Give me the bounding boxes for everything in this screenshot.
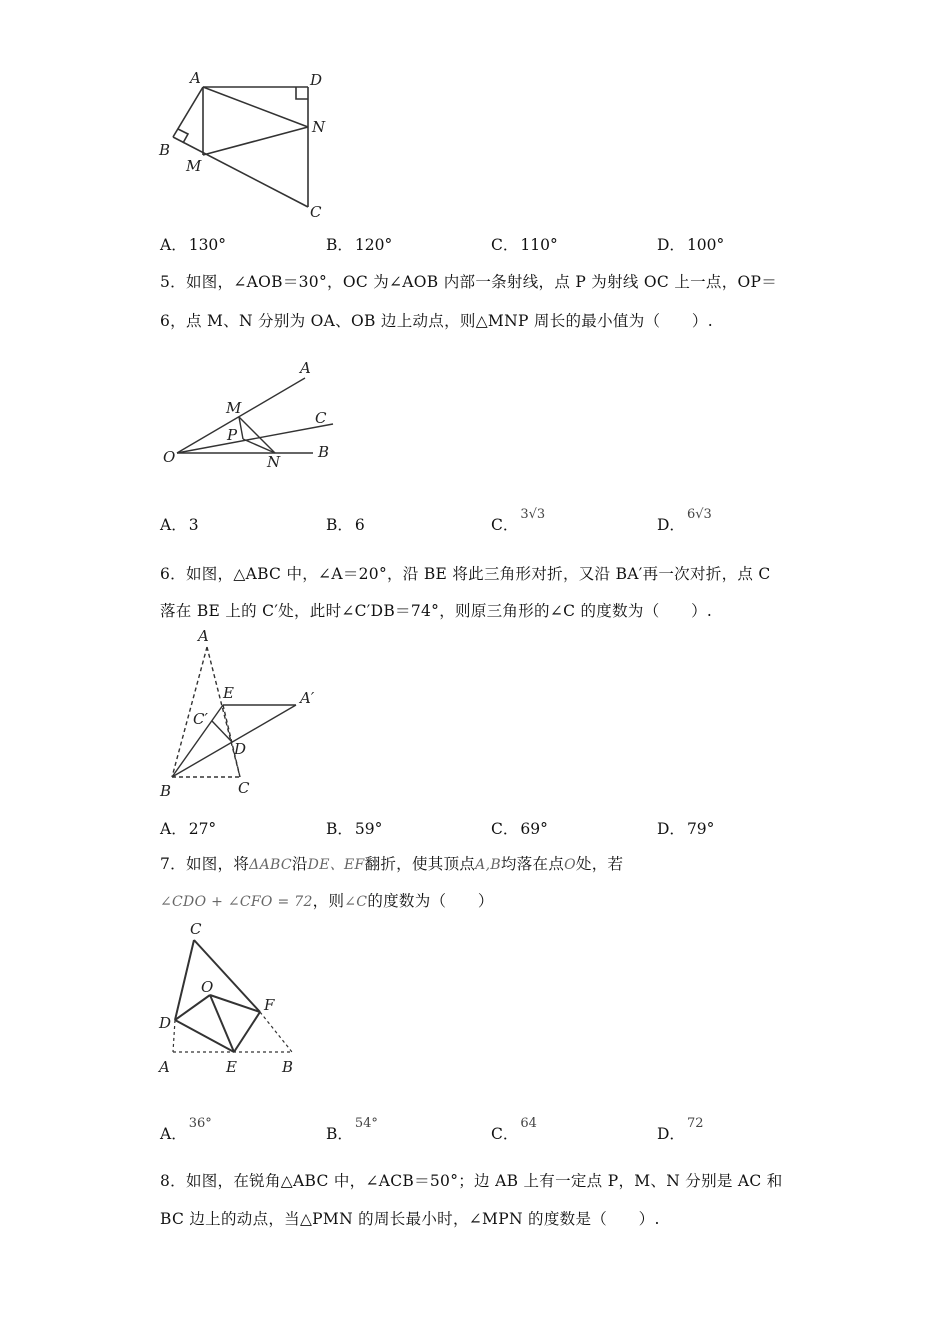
q5-figure [155,355,365,475]
q6-label-e: E [223,684,234,702]
q4-label-d: D [310,71,323,89]
q6-label-b: B [160,782,172,800]
q7-option-a[interactable]: A．$^{36^\circ}$ [160,1116,212,1143]
q5-label-a: A [300,359,311,377]
q6-option-b[interactable]: B． 59° [326,820,383,838]
q7-label-d: D [159,1014,172,1032]
q7-label-a: A [159,1058,170,1076]
q7-label-e: E [226,1058,237,1076]
q4-label-b: B [159,141,171,159]
q7-option-c[interactable]: C．$^{64}$ [491,1116,537,1143]
q4-option-b[interactable]: B． 120° [326,236,393,254]
q5-option-c[interactable]: C．$^{3√3}$ [491,507,546,534]
q4-label-n: N [312,118,326,136]
q7-label-c: C [190,920,202,938]
q6-option-a[interactable]: A． 27° [160,820,217,838]
q7-option-b[interactable]: B．$^{54^\circ}$ [326,1116,378,1143]
q5-label-o: O [163,448,176,466]
q7-option-d[interactable]: D．$^{72}$ [657,1116,704,1143]
q6-option-c[interactable]: C． 69° [491,820,548,838]
q5-stem-line1: 5．如图，∠AOB＝30°，OC 为∠AOB 内部一条射线，点 P 为射线 OC 上一点，OP＝ [160,273,778,291]
q7-label-f: F [264,996,275,1014]
q6-label-a-prime: A′ [300,689,315,707]
q4-figure [150,65,350,225]
q4-label-a: A [190,69,201,87]
q6-label-c: C [238,779,250,797]
q7-stem-line1: 7．如图，将ΔABC沿DE、EF翻折，使其顶点A,B均落在点O处，若 [160,855,624,873]
q5-option-b[interactable]: B． 6 [326,516,365,534]
q5-label-b: B [318,443,330,461]
q5-stem-line2: 6，点 M、N 分别为 OA、OB 边上动点，则△MNP 周长的最小值为（ ）. [160,312,713,330]
q4-label-c: C [310,203,322,221]
q5-label-c: C [315,409,327,427]
q6-figure [150,625,340,805]
q7-figure [150,915,320,1080]
q6-label-a: A [198,627,209,645]
q5-label-p: P [227,426,238,444]
q4-label-m: M [186,157,202,175]
q5-label-n: N [267,453,281,471]
q7-label-b: B [282,1058,294,1076]
q5-option-a[interactable]: A． 3 [160,516,199,534]
q7-stem-line2: ∠CDO + ∠CFO = 72，则∠C的度数为（ ） [160,892,494,910]
q8-stem-line2: BC 边上的动点，当△PMN 的周长最小时，∠MPN 的度数是（ ）. [160,1210,660,1228]
q4-option-d[interactable]: D． 100° [657,236,725,254]
q7-label-o: O [201,978,214,996]
q5-label-m: M [226,399,242,417]
q6-stem-line1: 6．如图，△ABC 中，∠A＝20°，沿 BE 将此三角形对折，又沿 BA′再一次对折，点 C [160,565,771,583]
q6-stem-line2: 落在 BE 上的 C′处，此时∠C′DB＝74°，则原三角形的∠C 的度数为（ ）. [160,602,713,620]
q4-option-a[interactable]: A． 130° [160,236,227,254]
q6-option-d[interactable]: D． 79° [657,820,715,838]
q6-label-d: D [234,740,247,758]
q4-option-c[interactable]: C． 110° [491,236,558,254]
q8-stem-line1: 8．如图，在锐角△ABC 中，∠ACB＝50°；边 AB 上有一定点 P，M、N 分别是 AC 和 [160,1172,783,1190]
q5-option-d[interactable]: D．$^{6√3}$ [657,507,712,534]
q6-label-c-prime: C′ [193,710,208,728]
